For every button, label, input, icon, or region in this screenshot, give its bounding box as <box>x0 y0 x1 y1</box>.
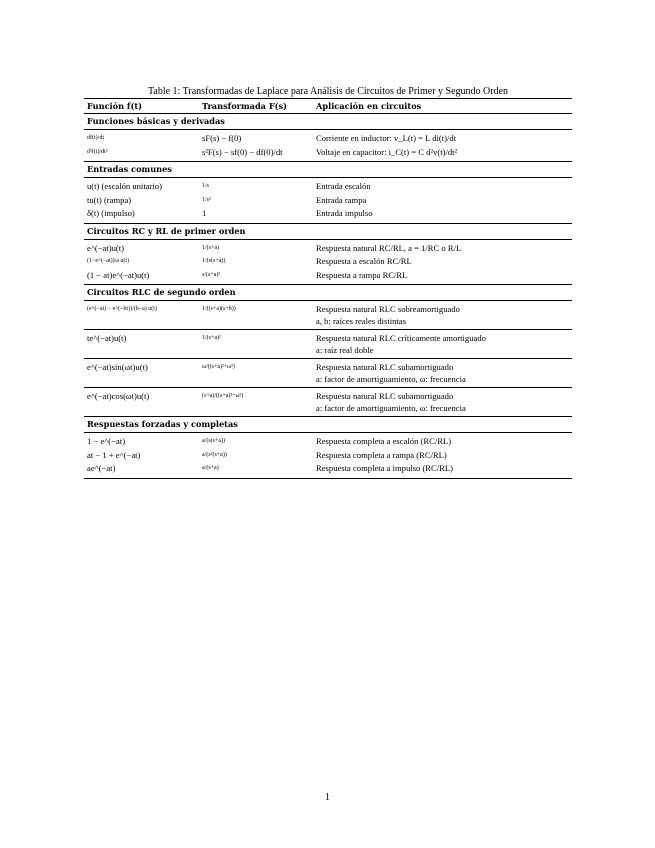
header-funcion: Función f(t) <box>87 101 142 111</box>
cell-transform: 1/s² <box>202 196 211 203</box>
cell-transform: a/(s+a) <box>202 465 219 471</box>
section-title: Circuitos RC y RL de primer orden <box>87 225 246 236</box>
cell-application: Respuesta a rampa RC/RL <box>316 269 408 280</box>
section-title: Entradas comunes <box>87 164 172 174</box>
section-title: Respuestas forzadas y completas <box>87 419 238 429</box>
table-row <box>84 269 572 283</box>
cell-function: te^(−at)u(t) <box>87 333 127 343</box>
cell-transform: s/(s+a)² <box>202 271 221 278</box>
table-row-pair <box>84 301 572 329</box>
cell-function: at − 1 + e^(−at) <box>87 449 141 460</box>
section-body <box>84 130 572 161</box>
table-row <box>84 194 572 208</box>
table-row <box>84 332 572 356</box>
cell-function: u(t) (escalón unitario) <box>87 181 162 191</box>
table-row <box>84 242 572 256</box>
cell-function: (e^(−at) − e^(−bt))/(b−a) u(t) <box>87 306 157 312</box>
table-row <box>84 180 572 194</box>
cell-application: Respuesta a escalón RC/RL <box>316 256 412 266</box>
table-header-row <box>84 99 572 113</box>
table-caption: Table 1: Transformadas de Laplace para Análisis de Circuitos de Primer y Segundo Orden <box>147 86 509 97</box>
application-line-1: Respuesta natural RLC críticamente amortiguado <box>316 333 486 343</box>
application-line-2: a: raíz real doble <box>316 345 374 355</box>
cell-application <box>316 332 572 356</box>
cell-application <box>316 303 572 327</box>
table-row <box>84 146 572 160</box>
cell-transform: ω/((s+a)²+ω²) <box>202 364 235 370</box>
application-line-1: Respuesta natural RLC subamortiguado <box>316 362 454 372</box>
application-line-2: a, b: raíces reales distintas <box>316 316 406 326</box>
cell-function: (1 − at)e^(−at)u(t) <box>87 269 150 280</box>
cell-function: df(t)/dt <box>87 135 104 141</box>
cell-function: e^(−at)sin(ωt)u(t) <box>87 362 148 372</box>
cell-application: Entrada escalón <box>316 181 371 191</box>
cell-transform: s²F(s) − sf(0) − df(0)/dt <box>202 146 283 157</box>
table-row <box>84 132 572 146</box>
table-row <box>84 462 572 476</box>
table-row <box>84 255 572 269</box>
cell-transform: (s+a)/((s+a)²+ω²) <box>202 393 244 399</box>
cell-transform: 1/((s+a)(s+b)) <box>202 306 236 312</box>
cell-function: 1 − e^(−at) <box>87 436 126 446</box>
header-transformada: Transformada F(s) <box>202 101 287 111</box>
cell-transform: a/(s(s+a)) <box>202 438 226 444</box>
header-aplicacion: Aplicación en circuitos <box>316 101 422 111</box>
table-row <box>84 303 572 327</box>
table-row <box>84 361 572 385</box>
cell-function: e^(−at)cos(ωt)u(t) <box>87 391 150 401</box>
cell-transform: 1/s <box>202 183 210 189</box>
section-title: Circuitos RLC de segundo orden <box>87 287 236 297</box>
cell-application: Respuesta completa a escalón (RC/RL) <box>316 436 452 446</box>
cell-function: δ(t) (impulso) <box>87 208 135 218</box>
table-row <box>84 390 572 414</box>
cell-transform: 1/(s(s+a)) <box>202 258 226 264</box>
cell-function: d²f(t)/dt² <box>87 148 108 155</box>
cell-transform: 1/(s+a) <box>202 244 220 251</box>
cell-function: e^(−at)u(t) <box>87 242 125 253</box>
cell-application: Entrada impulso <box>316 208 373 218</box>
table-row-pair <box>84 330 572 358</box>
laplace-table <box>84 98 572 479</box>
cell-transform: 1 <box>202 208 207 218</box>
page-number: 1 <box>325 792 330 803</box>
cell-application: Entrada rampa <box>316 194 367 205</box>
table-row-pair <box>84 388 572 416</box>
table-row <box>84 207 572 221</box>
cell-transform: 1/(s+a)² <box>202 335 221 341</box>
application-line-1: Respuesta natural RLC sobreamortiguado <box>316 304 460 314</box>
cell-application: Corriente en inductor: v_L(t) = L di(t)/dt <box>316 133 457 143</box>
application-line-2: a: factor de amortiguamiento, ω: frecuencia <box>316 374 466 384</box>
cell-function: (1−e^(−at))/a u(t) <box>87 258 130 264</box>
table-row <box>84 449 572 463</box>
table-row <box>84 435 572 449</box>
cell-application: Respuesta natural RC/RL, a = 1/RC o R/L <box>316 242 462 253</box>
table-row-pair <box>84 359 572 387</box>
cell-application <box>316 361 572 385</box>
cell-function: ae^(−at) <box>87 463 116 473</box>
cell-application: Respuesta completa a rampa (RC/RL) <box>316 449 447 460</box>
cell-transform: sF(s) − f(0) <box>202 133 242 143</box>
cell-transform: a/(s²(s+a)) <box>202 451 227 458</box>
cell-application: Respuesta completa a impulso (RC/RL) <box>316 463 454 473</box>
cell-function: tu(t) (rampa) <box>87 194 132 205</box>
section-body <box>84 433 572 478</box>
application-line-1: Respuesta natural RLC subamortiguado <box>316 391 454 401</box>
bottom-rule <box>84 478 572 479</box>
section-body <box>84 240 572 285</box>
cell-application: Voltaje en capacitor: i_C(t) = C d²v(t)/dt² <box>316 146 458 157</box>
cell-application <box>316 390 572 414</box>
application-line-2: a: factor de amortiguamiento, ω: frecuencia <box>316 403 466 413</box>
section-body <box>84 178 572 223</box>
section-title: Funciones básicas y derivadas <box>87 116 225 126</box>
